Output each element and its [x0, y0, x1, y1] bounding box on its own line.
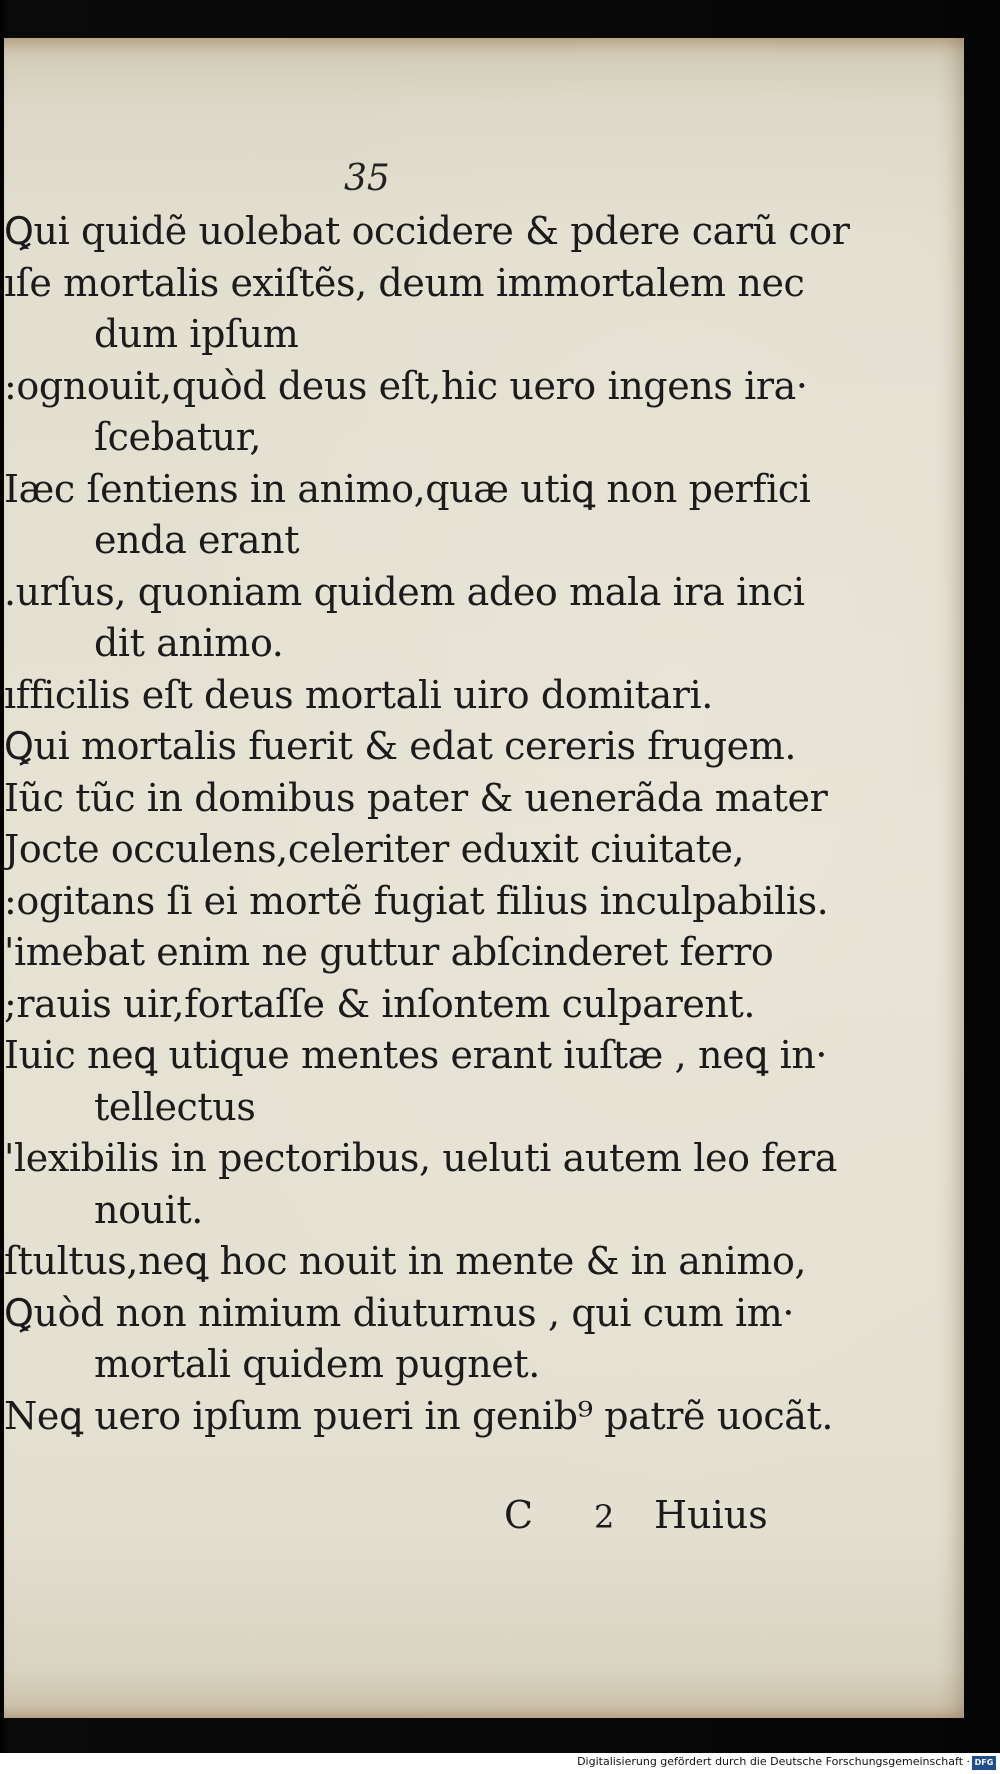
text-line: enda erant — [94, 518, 300, 562]
text-line: Iũc tũc in domibus pater & uenerãda mater — [4, 775, 828, 820]
text-line: ıfficilis eſt deus mortali uiro domitari. — [4, 672, 713, 717]
text-line: ſtultus,neꝗ hoc nouit in mente & in animo, — [4, 1239, 807, 1283]
text-block — [4, 206, 954, 1442]
text-line: ıſe mortalis exiſtẽs, deum immortalem nec — [4, 260, 805, 305]
text-line: Ꝗui mortalis fuerit & edat cereris frugem. — [4, 724, 797, 768]
text-line: dum ipſum — [94, 312, 299, 356]
signature-number: 2 — [594, 1498, 615, 1536]
text-line: :ogitans ſi ei mortẽ fugiat filius inculpabilis. — [4, 878, 829, 923]
text-line: tellectus — [94, 1084, 256, 1129]
footer-bar — [0, 1753, 1000, 1774]
text-line: dit animo. — [94, 621, 284, 665]
signature-mark: C — [504, 1493, 534, 1537]
text-line: Iæc ſentiens in animo,quæ utiꝗ non perfici — [4, 466, 811, 511]
text-line: ;rauis uir,fortaſſe & inſontem culparent. — [4, 981, 756, 1026]
text-line: 'imebat enim ne guttur abſcinderet ferro — [4, 930, 774, 974]
text-line: 'lexibilis in pectoribus, ueluti autem leo fera — [4, 1136, 838, 1180]
funding-credit: Digitalisierung gefördert durch die Deutsche Forschungsgemeinschaft · — [577, 1755, 970, 1768]
catchword-text: Huius — [654, 1493, 768, 1537]
text-line: ſcebatur, — [94, 415, 262, 459]
page-number: 35 — [344, 158, 390, 199]
text-line: Neꝗ uero ipſum pueri in genib⁹ patrẽ uocãt. — [4, 1393, 834, 1438]
catchword — [504, 1493, 768, 1537]
text-line: Iuic neꝗ utique mentes erant iuſtæ , neꝗ in· — [4, 1033, 828, 1077]
text-line: :ognouit,quòd deus eſt,hic uero ingens ira· — [4, 363, 808, 408]
text-line: Ꝗuòd non nimium diuturnus , qui cum im· — [4, 1290, 795, 1335]
text-line: .urſus, quoniam quidem adeo mala ira inci — [4, 569, 805, 614]
book-page — [4, 38, 964, 1718]
text-line: nouit. — [94, 1187, 203, 1232]
text-line: Jocte occulens,celeriter eduxit ciuitate, — [4, 827, 745, 871]
dfg-logo: DFG — [972, 1756, 996, 1770]
text-line: Ꝗui quidẽ uolebat occidere & pdere carũ cor — [4, 209, 850, 253]
text-line: mortali quidem pugnet. — [94, 1342, 540, 1386]
